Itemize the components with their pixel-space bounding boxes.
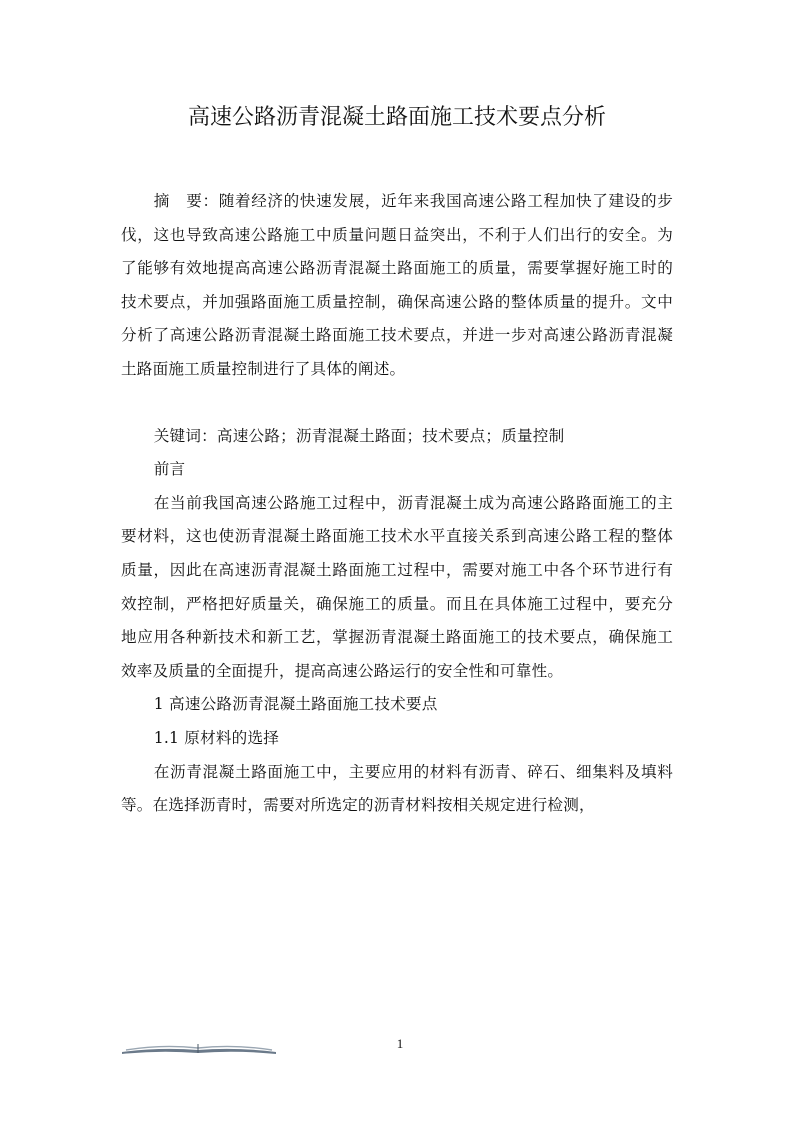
book-ornament-icon (120, 1041, 278, 1055)
abstract-paragraph: 摘 要：随着经济的快速发展，近年来我国高速公路工程加快了建设的步伐，这也导致高速公路施工中质量问题日益突出，不利于人们出行的安全。为了能够有效地提高高速公路沥青混凝土路面施工的质量，需要掌握好施工时的技术要点，并加强路面施工质量控制，确保高速公路的整体质量的提升。文中分析了高速公路沥青混凝土路面施工技术要点，并进一步对高速公路沥青混凝土路面施工质量控制进行了具体的阐述。 (121, 192, 673, 378)
section-1-1-heading: 1.1 原材料的选择 (153, 728, 280, 747)
keywords-line: 关键词：高速公路；沥青混凝土路面；技术要点；质量控制 (153, 426, 565, 445)
spacer (121, 387, 673, 420)
preface-paragraph: 在当前我国高速公路施工过程中，沥青混凝土成为高速公路路面施工的主要材料，这也使沥青混凝土路面施工技术水平直接关系到高速公路工程的整体质量，因此在高速沥青混凝土路面施工过程中，需要对施工中各个环节进行有效控制，严格把好质量关，确保施工的质量。而且在具体施工过程中，要充分地应用各种新技术和新工艺，掌握沥青混凝土路面施工的技术要点，确保施工效率及质量的全面提升，提高高速公路运行的安全性和可靠性。 (121, 493, 673, 680)
section-1-1-paragraph: 在沥青混凝土路面施工中，主要应用的材料有沥青、碎石、细集料及填料等。在选择沥青时，需要对所选定的沥青材料按相关规定进行检测， (121, 762, 673, 815)
document-title: 高速公路沥青混凝土路面施工技术要点分析 (187, 105, 606, 130)
page-number: 1 (396, 1036, 404, 1051)
preface-heading: 前言 (153, 460, 186, 479)
document-body (121, 185, 673, 823)
section-1-heading: 1 高速公路沥青混凝土路面施工技术要点 (153, 695, 438, 714)
